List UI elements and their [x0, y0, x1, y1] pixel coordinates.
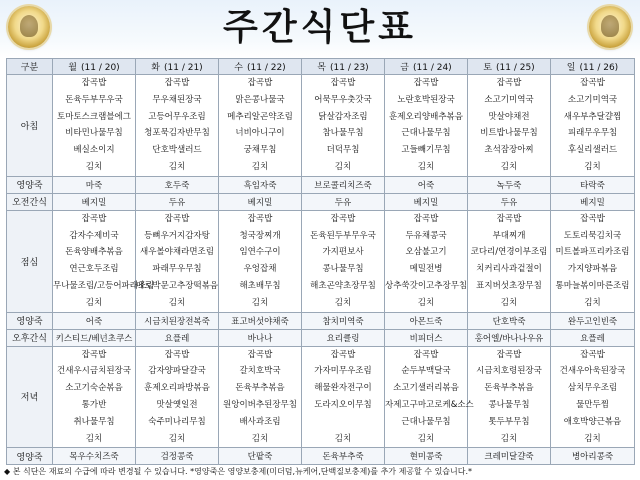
menu-item: 두유 — [302, 193, 385, 210]
menu-item: 소고기숙순볶음 — [65, 383, 123, 394]
menu-item: 잡곡밥 — [81, 78, 107, 88]
menu-item: 김치 — [85, 297, 103, 308]
menu-item: 김치 — [500, 297, 518, 308]
menu-item: 단팥죽 — [219, 448, 302, 465]
menu-item: 통가반 — [81, 399, 107, 410]
day-header — [302, 59, 385, 75]
menu-item: 해초곤약초장무침 — [310, 280, 376, 291]
menu-item: 갈치호박국 — [239, 366, 281, 377]
menu-item: 훈제오리파방볶음 — [144, 383, 210, 394]
menu-item: 잡곡밥 — [164, 213, 190, 224]
menu-item: 타락죽 — [551, 176, 635, 193]
day-date: (11 / 23) — [330, 63, 369, 73]
menu-item: 베지밀 — [551, 193, 635, 210]
day-header — [551, 59, 635, 75]
menu-item: 요리클링 — [302, 329, 385, 346]
menu-item: 김치 — [584, 433, 601, 444]
menu-item: 근대나물무침 — [401, 416, 451, 427]
menu-item: 병아리콩죽 — [551, 448, 635, 465]
menu-item: 고들빼기무침 — [401, 145, 451, 156]
day-name: 월 — [68, 63, 77, 73]
menu-item: 맑은콩나물국 — [235, 94, 285, 105]
menu-item: 베실소이지 — [73, 145, 115, 156]
menu-item: 마죽 — [53, 176, 136, 193]
day-name: 화 — [151, 63, 160, 73]
snack-row — [7, 176, 635, 193]
meal-cell — [385, 210, 468, 312]
day-header — [219, 59, 302, 75]
meal-cell — [136, 346, 219, 448]
menu-item: 잡곡밥 — [413, 349, 439, 360]
menu-item: 새우부추달걀찜 — [563, 111, 622, 122]
menu-item: 검정콩죽 — [136, 448, 219, 465]
row-label: 오후간식 — [7, 329, 53, 346]
menu-item: 참치미역죽 — [302, 312, 385, 329]
menu-item: 근대나물무침 — [401, 128, 451, 139]
menu-item: 단호박죽 — [468, 312, 551, 329]
menu-item: 김치 — [500, 433, 518, 444]
menu-item: 돈육양배추볶음 — [65, 247, 123, 258]
meal-cell — [53, 346, 136, 448]
day-date: (11 / 24) — [413, 63, 452, 73]
menu-item: 참나물무침 — [322, 128, 364, 139]
emblem-icon — [589, 6, 631, 48]
menu-item: 무나물조림/고등어파래조림 — [53, 280, 155, 291]
menu-item: 소고기샐러리볶음 — [393, 383, 459, 394]
menu-item: 고등어무우조림 — [148, 111, 206, 122]
menu-item: 노란호박된장국 — [397, 94, 455, 105]
meal-row — [7, 346, 635, 448]
menu-item: 두유 — [468, 193, 551, 210]
menu-item: 김치 — [334, 297, 352, 308]
menu-item: 등뼈우거지감자탕 — [144, 230, 210, 241]
row-label: 오전간식 — [7, 193, 53, 210]
meal-cell — [468, 346, 551, 448]
menu-item: 삼치무우조림 — [567, 383, 618, 394]
menu-item: 잡곡밥 — [330, 213, 356, 224]
menu-item: 초석잠장아찌 — [484, 145, 534, 156]
weekly-menu-table — [6, 58, 635, 465]
day-header — [53, 59, 136, 75]
menu-item: 흑임자죽 — [219, 176, 302, 193]
menu-item: 돈육부추볶음 — [484, 383, 534, 394]
menu-item: 숙주미나리무침 — [148, 416, 206, 427]
menu-item: 취나물무침 — [73, 416, 115, 427]
menu-item: 건새우아욱된장국 — [559, 366, 626, 377]
meal-cell — [219, 346, 302, 448]
menu-item: 콩나물무침 — [322, 264, 364, 275]
meal-cell — [219, 210, 302, 312]
row-label: 영양죽 — [7, 448, 53, 465]
meal-cell — [551, 210, 635, 312]
menu-item: 잡곡밥 — [413, 78, 439, 88]
menu-item: 가자미무우조림 — [314, 366, 372, 377]
menu-item: 잡곡밥 — [247, 78, 273, 88]
menu-item: 훈제오리양배추볶음 — [389, 111, 463, 122]
menu-item: 돈육부추죽 — [302, 448, 385, 465]
menu-item: 김치 — [417, 161, 435, 172]
menu-item: 잡곡밥 — [164, 349, 190, 360]
menu-item: 김치 — [85, 433, 103, 444]
menu-item: 청포묵김자반무침 — [144, 128, 210, 139]
menu-item: 돈육두부무우국 — [65, 94, 123, 105]
meal-cell — [219, 75, 302, 177]
menu-item: 잡곡밥 — [496, 78, 522, 88]
menu-item — [302, 414, 384, 431]
meal-cell — [136, 210, 219, 312]
menu-item: 두유 — [136, 193, 219, 210]
menu-item: 시금치된장전복죽 — [136, 312, 219, 329]
menu-item: 현미콩죽 — [385, 448, 468, 465]
menu-item: 잡곡밥 — [247, 349, 273, 360]
menu-item: 소고기미역국 — [484, 94, 534, 105]
day-date: (11 / 26) — [579, 63, 619, 73]
menu-item: 어묵무우춧갓국 — [314, 94, 372, 105]
menu-item: 김치 — [168, 161, 186, 172]
menu-item: 연근호두조림 — [69, 264, 119, 275]
menu-item: 홍어엘/바나나우유 — [468, 329, 551, 346]
menu-item: 비트밥나물무침 — [480, 128, 538, 139]
menu-item: 돈육부추볶음 — [235, 383, 285, 394]
day-header — [468, 59, 551, 75]
menu-item: 오삼불고기 — [405, 247, 447, 258]
menu-item: 어죽 — [53, 312, 136, 329]
menu-item: 임연수구이 — [239, 247, 281, 258]
day-name: 토 — [483, 63, 492, 73]
meal-cell — [468, 75, 551, 177]
row-label: 영양죽 — [7, 312, 53, 329]
menu-item: 소고기미역국 — [567, 94, 618, 105]
meal-cell — [302, 210, 385, 312]
menu-item: 잡곡밥 — [81, 349, 107, 360]
menu-item: 애호박양근볶음 — [563, 416, 622, 427]
menu-item: 잡곡밥 — [496, 349, 522, 360]
menu-item: 우엉잡채 — [243, 264, 277, 275]
menu-item: 코다리/연경이부조림 — [470, 247, 548, 258]
menu-item: 톳두부무침 — [488, 416, 530, 427]
menu-item: 호두죽 — [136, 176, 219, 193]
menu-item: 메추리알곤약조림 — [227, 111, 293, 122]
menu-item: 맛살야채전 — [488, 111, 530, 122]
meal-cell — [302, 346, 385, 448]
meal-row — [7, 75, 635, 177]
menu-item: 김치 — [85, 161, 103, 172]
meal-cell — [385, 75, 468, 177]
menu-item: 해물완자전구이 — [314, 383, 372, 394]
day-header — [136, 59, 219, 75]
menu-item: 요플레 — [551, 329, 635, 346]
menu-item: 목우수치즈죽 — [53, 448, 136, 465]
day-date: (11 / 22) — [247, 63, 286, 73]
menu-item: 요플레 — [136, 329, 219, 346]
menu-item: 잡곡밥 — [496, 213, 522, 224]
row-label: 영양죽 — [7, 176, 53, 193]
menu-item: 잡곡밥 — [247, 213, 273, 224]
menu-item: 두유채콩국 — [405, 230, 447, 241]
menu-item: 시금치호령된장국 — [476, 366, 542, 377]
menu-item: 잡곡밥 — [580, 213, 605, 224]
emblem-figure-icon — [601, 15, 619, 37]
menu-item: 후실리샐러드 — [567, 145, 618, 156]
menu-item: 브로콜리치즈죽 — [302, 176, 385, 193]
meal-cell — [551, 75, 635, 177]
menu-item: 녹두죽 — [468, 176, 551, 193]
menu-item: 무우채된장국 — [152, 94, 202, 105]
snack-row — [7, 329, 635, 346]
menu-item: 김치 — [251, 161, 269, 172]
meal-cell — [385, 346, 474, 448]
menu-item: 너비아니구이 — [235, 128, 285, 139]
meal-cell — [136, 75, 219, 177]
menu-item: 돈육된두부무우국 — [310, 230, 376, 241]
snack-row — [7, 193, 635, 210]
meal-cell — [468, 210, 551, 312]
menu-item: 완두고인빈죽 — [551, 312, 635, 329]
menu-item: 표고버섯야채죽 — [219, 312, 302, 329]
menu-item: 김치 — [334, 433, 352, 444]
menu-item: 키스티드/베넌초쿠스 — [53, 329, 136, 346]
menu-item: 메로박문고추장떡볶음 — [136, 280, 219, 291]
menu-item: 치커리사과겉절이 — [476, 264, 542, 275]
menu-item: 베지밀 — [385, 193, 468, 210]
meal-cell — [53, 75, 136, 177]
menu-item: 더덕무침 — [326, 145, 360, 156]
menu-item: 잡곡밥 — [330, 349, 356, 360]
menu-item: 피래무우무침 — [567, 128, 618, 139]
menu-item: 청국장찌개 — [239, 230, 281, 241]
day-name: 수 — [234, 63, 243, 73]
menu-item: 닭살감자조림 — [318, 111, 368, 122]
menu-item: 감자양파달걀국 — [148, 366, 206, 377]
menu-item: 새우볼야채라면조림 — [140, 247, 214, 258]
menu-item: 감자수제비국 — [69, 230, 119, 241]
menu-item: 잡곡밥 — [164, 78, 190, 88]
row-label: 점심 — [7, 210, 53, 312]
menu-item: 미트볼파프리카조림 — [555, 247, 630, 258]
menu-item: 바나나 — [219, 329, 302, 346]
menu-item: 김치 — [251, 297, 269, 308]
menu-item: 가지편보사 — [322, 247, 364, 258]
menu-item: 부대찌개 — [492, 230, 526, 241]
day-date: (11 / 25) — [496, 63, 535, 73]
page-header — [0, 0, 640, 58]
menu-item: 궁채무침 — [243, 145, 277, 156]
menu-item: 상추쑥갓이고추장무침 — [385, 280, 468, 291]
menu-item: 원앙이버추된장무침 — [223, 399, 297, 410]
page-title: 주간식단표 — [223, 7, 417, 48]
menu-item: 어죽 — [385, 176, 468, 193]
day-date: (11 / 21) — [164, 63, 203, 73]
menu-item: 콩나물무침 — [488, 399, 530, 410]
menu-item: 아몬드죽 — [385, 312, 468, 329]
snack-row — [7, 448, 635, 465]
meal-cell — [551, 346, 635, 448]
menu-item: 김치 — [500, 161, 518, 172]
menu-item: 김치 — [168, 433, 186, 444]
menu-item: 표지버섯초장무침 — [476, 280, 542, 291]
menu-item: 김치 — [417, 433, 435, 444]
menu-item: 맛살옛일전 — [156, 399, 198, 410]
meal-cell — [53, 210, 155, 312]
menu-item: 베지밀 — [219, 193, 302, 210]
meal-row — [7, 210, 635, 312]
menu-item: 배사과조림 — [239, 416, 281, 427]
meal-cell — [302, 75, 385, 177]
menu-item: 잡곡밥 — [330, 78, 356, 88]
menu-item: 통마늘볶이마른조림 — [555, 280, 630, 291]
menu-item: 해초배무침 — [239, 280, 281, 291]
menu-item: 단호박샐러드 — [152, 145, 202, 156]
menu-item: 메밀전병 — [409, 264, 443, 275]
day-name: 일 — [566, 63, 576, 73]
menu-item: 잡곡밥 — [81, 213, 107, 224]
menu-item: 크레미달걀죽 — [468, 448, 551, 465]
menu-item: 김치 — [417, 297, 435, 308]
day-name: 목 — [317, 63, 326, 73]
menu-item: 파래무우무침 — [152, 264, 202, 275]
menu-item: 건새우시금치된장국 — [57, 366, 131, 377]
menu-item: 잡곡밥 — [580, 78, 605, 88]
menu-item: 비타민나물무침 — [65, 128, 123, 139]
menu-item: 김치 — [334, 161, 352, 172]
menu-item: 잡곡밥 — [580, 349, 605, 360]
menu-item: 비피더스 — [385, 329, 468, 346]
menu-item: 도라지오이무침 — [314, 399, 372, 410]
table-header-row — [7, 59, 635, 75]
row-label: 저녁 — [7, 346, 53, 448]
menu-item: 베지밀 — [53, 193, 136, 210]
menu-item: 김치 — [251, 433, 269, 444]
menu-item: 김치 — [168, 297, 186, 308]
snack-row — [7, 312, 635, 329]
header-label: 구분 — [7, 59, 53, 75]
menu-item: 김치 — [584, 297, 601, 308]
menu-item: 물만두찜 — [576, 399, 609, 410]
menu-item: 김치 — [584, 161, 601, 172]
day-name: 금 — [400, 63, 409, 73]
footer-note: ◆ 본 식단은 재료의 수급에 따라 변경될 수 있습니다. *영양죽은 영양보충제(미더덤,뉴케어,단백질보충제)를 추가 제공할 수 있습니다.* — [4, 467, 473, 476]
day-header — [385, 59, 468, 75]
day-date: (11 / 20) — [81, 63, 120, 73]
menu-item: 가지양파볶음 — [567, 264, 618, 275]
menu-item: 자제고구마고로케&소스 — [385, 399, 474, 410]
menu-item: 순두부맥달국 — [401, 366, 451, 377]
menu-item: 잡곡밥 — [413, 213, 439, 224]
menu-item: 도토리묵김치국 — [563, 230, 622, 241]
menu-item: 토마토스크램블에그 — [57, 111, 131, 122]
row-label: 아침 — [7, 75, 53, 177]
